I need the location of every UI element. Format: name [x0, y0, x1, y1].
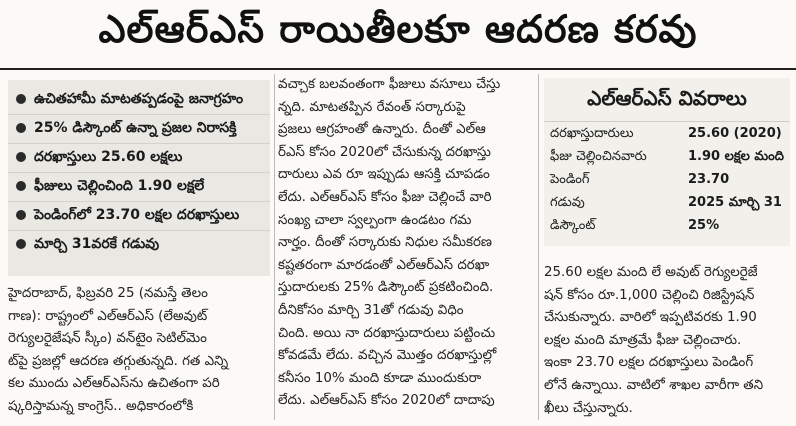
article-line: చేసుకున్నారు. వారిలో ఇప్పటివరకు 1.90 [544, 310, 757, 326]
highlight-text: పెండింగ్‌లో 23.70 లక్షల దరఖాస్తులు [34, 207, 240, 223]
details-value: 1.90 లక్షల మంది [688, 149, 784, 164]
bullet-icon [16, 123, 26, 133]
details-row [544, 191, 790, 214]
article-column-2 [278, 74, 534, 413]
bullet-icon [16, 94, 26, 104]
article-line: చింది. అయి నా దరఖాస్తుదారులు పట్టించు [278, 325, 496, 341]
highlights-box [8, 80, 270, 276]
article-line: రెగ్యులరైజేషన్‌ స్కీం) వన్‌టైం సెటిల్‌మెం [8, 331, 207, 347]
article-line: 25.60 లక్షల మంది లే అవుట్‌ రెగ్యులరైజే [544, 265, 758, 280]
highlight-text: ఫీజులు చెల్లించింది 1.90 లక్షలే [34, 178, 205, 194]
article-column-1 [8, 283, 270, 419]
details-label: గడువు [550, 195, 585, 210]
highlight-item [8, 173, 270, 202]
details-row [544, 214, 790, 237]
highlight-item [8, 144, 270, 173]
details-row [544, 122, 790, 145]
article-line: గాణ): రాష్ట్రంలో ఎల్‌ఆర్‌ఎస్‌ (లేఅవుట్‌ [8, 308, 208, 324]
article-line: దారులు ఎవ రూ ఇప్పుడు ఆసక్తి చూపడం [278, 167, 490, 183]
details-box [544, 78, 790, 246]
article-line: లక్షల మంది మాత్రమే ఫీజు చెల్లించారు. [544, 332, 742, 348]
details-label: దరఖాస్తుదారులు [550, 126, 634, 141]
article-line: సంఖ్య చాలా స్వల్పంగా ఉండటం గమ [278, 212, 472, 228]
article-line: నార్హం. దీంతో సర్కారుకు నిధుల సమీకరణ [278, 235, 492, 251]
column-divider [538, 74, 539, 420]
highlight-item [8, 202, 270, 231]
details-value: 25.60 (2020) [688, 126, 782, 141]
article-line: హైదరాబాద్‌, ఫిబ్రవరి 25 (నమస్తే తెలం [8, 286, 208, 301]
article-line: లేదు. ఎల్‌ఆర్‌ఎస్‌ కోసం 2020లో దాదాపు [278, 393, 495, 409]
bullet-icon [16, 239, 26, 249]
headline: ఎల్‌ఆర్‌ఎస్‌ రాయితీలకూ ఆదరణ కరవు [0, 0, 796, 70]
article-line: లేదు. ఎల్‌ఆర్‌ఎస్‌ కోసం ఫీజు చెల్లించే వారి [278, 189, 492, 205]
bullet-icon [16, 152, 26, 162]
highlight-text: దరఖాస్తులు 25.60 లక్షలు [34, 149, 183, 165]
details-value: 25% [688, 218, 720, 233]
article-line: ట్‌పై ప్రజల్లో ఆదరణ తగ్గుతున్నది. గత ఎన్ని [8, 353, 229, 369]
bullet-icon [16, 210, 26, 220]
article-line: ప్రజలు ఆగ్రహంతో ఉన్నారు. దీంతో ఎల్‌ఆ [278, 122, 486, 138]
bullet-icon [16, 181, 26, 191]
highlight-text: 25% డిస్కౌంట్‌ ఉన్నా ప్రజల నిరాసక్తి [34, 120, 237, 136]
details-value: 23.70 [688, 172, 730, 187]
article-line: వచ్చాక బలవంతంగా ఫీజులు వసూలు చేస్తు [278, 77, 501, 92]
article-line: కనీసం 10% మంది కూడా ముందుకురా [278, 370, 482, 386]
article-line: ఖీలు చేస్తున్నారు. [544, 400, 633, 416]
article-line: స్తుదారులకు 25% డిస్కౌంట్‌ ప్రకటించింది. [278, 280, 494, 296]
article-column-3 [544, 262, 790, 420]
article-line: కల ముందు ఎల్‌ఆర్‌ఎస్‌ను ఉచితంగా పరి [8, 376, 220, 392]
details-row [544, 168, 790, 191]
details-value: 2025 మార్చి 31 [688, 195, 782, 210]
details-label: ఫీజు చెల్లించినవారు [550, 149, 647, 164]
article-line: ర్‌ఎస్‌ కోసం 2020లో చేసుకున్న దరఖాస్తు [278, 144, 491, 160]
highlight-item [8, 86, 270, 115]
details-title: ఎల్‌ఆర్‌ఎస్‌ వివరాలు [544, 78, 790, 122]
highlight-item [8, 231, 270, 259]
article-line: ష్కరిస్తామన్న కాంగ్రెస్‌.. అధికారంలోకి [8, 398, 194, 414]
article-line: ఇంకా 23.70 లక్షల దరఖాస్తులు పెండింగ్‌ [544, 355, 754, 371]
details-row [544, 145, 790, 168]
highlight-item [8, 115, 270, 144]
article-line: కోవడమే లేదు. వచ్చిన మొత్తం దరఖాస్తుల్లో [278, 348, 497, 364]
highlight-text: ఉచితహామీ మాటతప్పడంపై జనాగ్రహం [34, 91, 244, 107]
article-line: కష్టతరంగా మారడంతో ఎల్‌ఆర్‌ఎస్‌ దరఖా [278, 257, 490, 273]
details-label: డిస్కౌంట్‌ [550, 218, 596, 233]
column-divider [274, 74, 275, 420]
details-label: పెండింగ్‌ [550, 172, 590, 187]
article-line: షన్‌ కోసం రూ.1,000 చెల్లించి రిజిస్ట్రేషన్‌ [544, 287, 755, 303]
article-line: లోనే ఉన్నాయి. వాటిలో శాఖల వారీగా తని [544, 377, 764, 393]
article-line: న్నది. మాటతప్పిన రేవంత్‌ సర్కారుపై [278, 99, 466, 115]
highlight-text: మార్చి 31వరకే గడువు [34, 236, 160, 252]
article-line: దీనికోసం మార్చి 31తో గడువు విధిం [278, 302, 464, 318]
